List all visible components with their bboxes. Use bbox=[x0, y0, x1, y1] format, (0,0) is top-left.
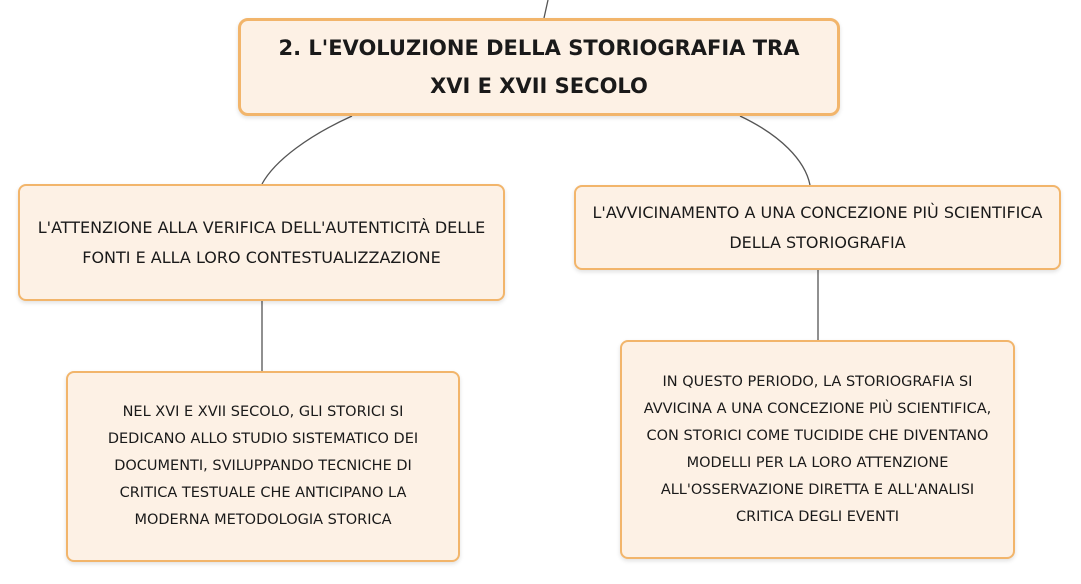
root-topic-label: 2. L'EVOLUZIONE DELLA STORIOGRAFIA TRA XVI E XVII SECOLO bbox=[278, 36, 800, 98]
connector-to-parent bbox=[544, 0, 548, 18]
detail-node-label: IN QUESTO PERIODO, LA STORIOGRAFIA SI AVVICINA A UNA CONCEZIONE PIÙ SCIENTIFICA, CON STORICI COME TUCIDIDE CHE DIVENTANO MODELLI PER LA LORO ATTENZIONE ALL'OSSERVAZIONE DIRETTA E ALL'ANALISI CRITICA DEGLI EVENTI bbox=[643, 373, 992, 525]
detail-node-label: NEL XVI E XVII SECOLO, GLI STORICI SI DEDICANO ALLO STUDIO SISTEMATICO DEI DOCUMENTI, SVILUPPANDO TECNICHE DI CRITICA TESTUALE CHE ANTICIPANO LA MODERNA METODOLOGIA STORICA bbox=[107, 404, 419, 528]
branch-node-source-verification[interactable] bbox=[18, 184, 505, 301]
connector-root-to-left bbox=[262, 116, 352, 184]
root-topic-node[interactable] bbox=[238, 18, 840, 116]
branch-node-label: L'AVVICINAMENTO A UNA CONCEZIONE PIÙ SCIENTIFICA DELLA STORIOGRAFIA bbox=[592, 202, 1043, 252]
detail-node-scientific-conception[interactable] bbox=[620, 340, 1015, 559]
branch-node-label: L'ATTENZIONE ALLA VERIFICA DELL'AUTENTICITÀ DELLE FONTI E ALLA LORO CONTESTUALIZZAZIONE bbox=[37, 217, 486, 267]
branch-node-scientific-conception[interactable] bbox=[574, 185, 1061, 270]
detail-node-source-verification[interactable] bbox=[66, 371, 460, 562]
connector-root-to-right bbox=[740, 116, 810, 185]
